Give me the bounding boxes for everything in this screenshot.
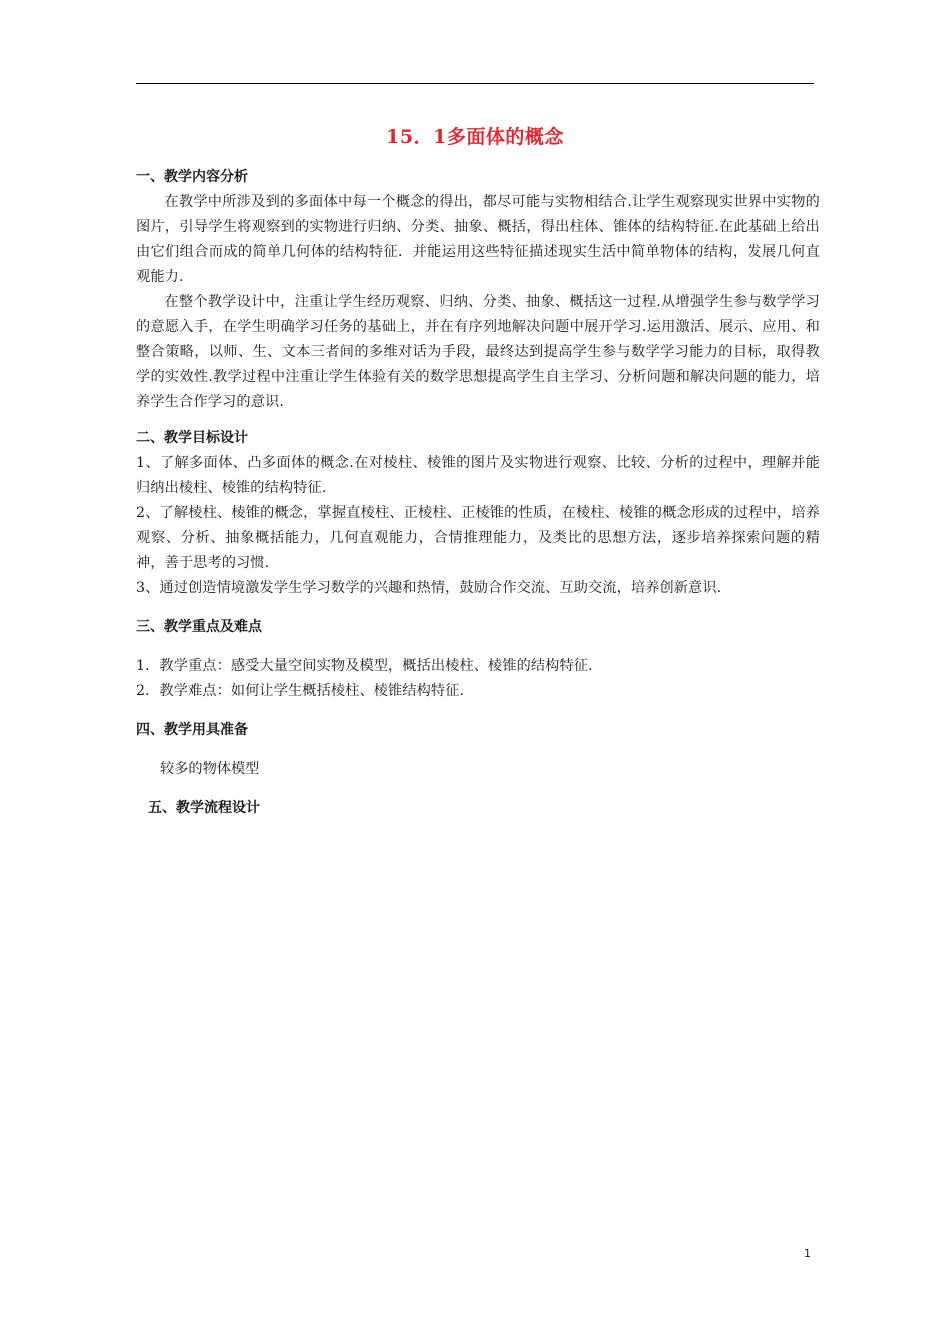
section-heading-flow-design: 五、教学流程设计 xyxy=(148,800,260,816)
section-heading-key-points: 三、教学重点及难点 xyxy=(136,619,262,635)
list-item: 3、通过创造情境激发学生学习数学的兴趣和热情，鼓励合作交流、互助交流，培养创新意识. xyxy=(136,580,722,596)
paragraph: 在教学中所涉及到的多面体中每一个概念的得出，都尽可能与实物相结合.让学生观察现实世界中实物的图片，引导学生将观察到的实物进行归纳、分类、抽象、概括，得出柱体、锥体的结构特征.在此基础上给出由它们组合而成的简单几何体的结构特征．并能运用这些特征描述现实生活中简单物体的结构，发展几何直观能力. xyxy=(136,194,820,285)
page-number: 1 xyxy=(804,1247,811,1260)
document-body xyxy=(136,165,820,821)
page-title: 15．1多面体的概念 xyxy=(386,126,564,148)
list-item: 1、了解多面体、凸多面体的概念.在对棱柱、棱锥的图片及实物进行观察、比较、分析的过程中，理解并能归纳出棱柱、棱锥的结构特征. xyxy=(136,455,820,496)
section-heading-content-analysis: 一、教学内容分析 xyxy=(136,169,248,185)
list-item: 2、了解棱柱、棱锥的概念，掌握直棱柱、正棱柱、正棱锥的性质，在棱柱、棱锥的概念形成的过程中，培养观察、分析、抽象概括能力，几何直观能力，合情推理能力，及类比的思想方法，逐步培养探索问题的精神，善于思考的习惯. xyxy=(136,505,820,571)
section-heading-objectives: 二、教学目标设计 xyxy=(136,430,248,446)
paragraph: 在整个教学设计中，注重让学生经历观察、归纳、分类、抽象、概括这一过程.从增强学生参与数学学习的意愿入手，在学生明确学习任务的基础上，并在有序列地解决问题中展开学习.运用激活、展示、应用、和整合策略，以师、生、文本三者间的多维对话为手段，最终达到提高学生参与数学学习能力的目标，取得教学的实效性.教学过程中注重让学生体验有关的数学思想提高学生自主学习、分析问题和解决问题的能力，培养学生合作学习的意识. xyxy=(136,294,820,410)
list-item: 2．教学难点：如何让学生概括棱柱、棱锥结构特征. xyxy=(136,683,465,699)
header-rule xyxy=(136,83,814,84)
teaching-aids-text: 较多的物体模型 xyxy=(160,761,260,777)
section-heading-teaching-aids: 四、教学用具准备 xyxy=(136,722,248,738)
list-item: 1．教学重点：感受大量空间实物及模型，概括出棱柱、棱锥的结构特征. xyxy=(136,658,593,674)
